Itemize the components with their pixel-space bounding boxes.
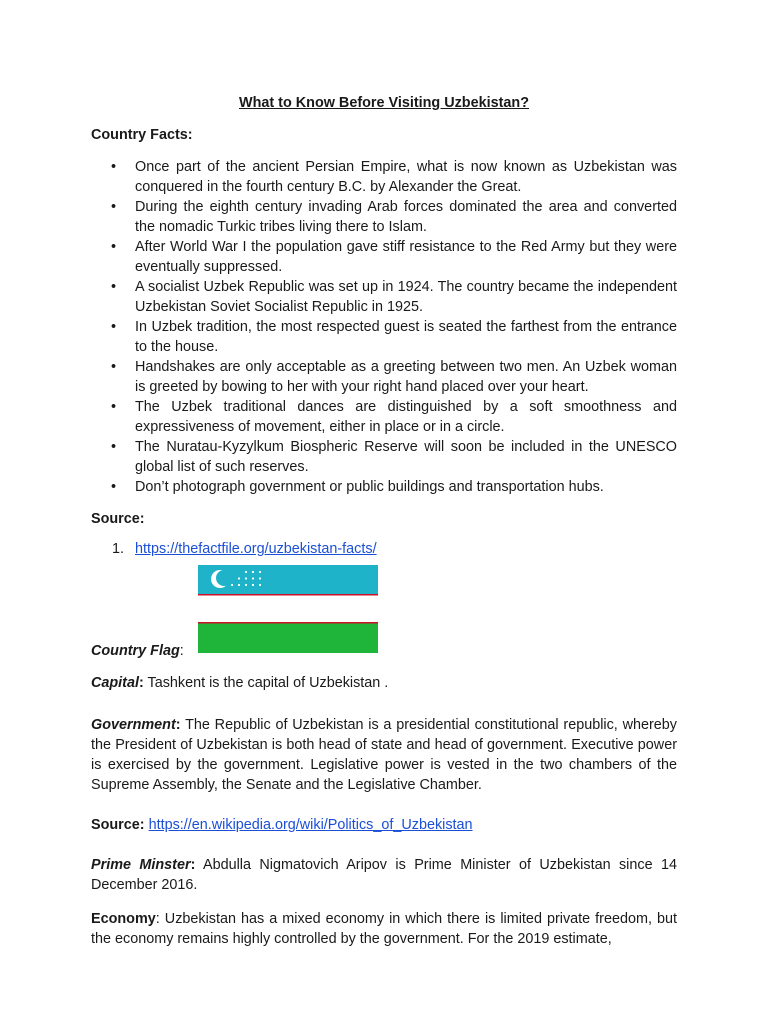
- government-paragraph: Government: The Republic of Uzbekistan is a presidential constitutional republic, whereby the President of Uzbekistan is both head of state and head of government. Executive power is exercised by the government. Legislative power is vested in the two chambers of the Supreme Assembly, the Senate and the Legislative Chamber.: [91, 717, 677, 793]
- flag-row: [91, 565, 677, 659]
- flag-green-stripe: [198, 624, 378, 654]
- list-item: • During the eighth century invading Arab forces dominated the area and converted the nomadic Turkic tribes living there to Islam.: [91, 197, 677, 237]
- list-item: • After World War I the population gave stiff resistance to the Red Army but they were eventually suppressed.: [91, 237, 677, 277]
- uzbekistan-flag-image: [198, 565, 378, 653]
- facts-list: [91, 157, 677, 497]
- government-source: Source: https://en.wikipedia.org/wiki/Politics_of_Uzbekistan: [91, 817, 473, 833]
- list-item: • Once part of the ancient Persian Empire, what is now known as Uzbekistan was conquered in the fourth century B.C. by Alexander the Great.: [91, 157, 677, 197]
- list-item: • In Uzbek tradition, the most respected guest is seated the farthest from the entrance to the house.: [91, 317, 677, 357]
- list-item: • Don’t photograph government or public buildings and transportation hubs.: [91, 477, 677, 497]
- source-heading: Source:: [91, 511, 145, 527]
- wikipedia-link[interactable]: https://en.wikipedia.org/wiki/Politics_of_Uzbekistan: [148, 817, 473, 833]
- flag-label: Country Flag:: [91, 643, 184, 659]
- list-item: • The Nuratau-Kyzylkum Biospheric Reserve will soon be included in the UNESCO global list of such reserves.: [91, 437, 677, 477]
- list-item: • The Uzbek traditional dances are distinguished by a soft smoothness and expressiveness of movement, either in place or in a circle.: [91, 397, 677, 437]
- list-item: • Handshakes are only acceptable as a greeting between two men. An Uzbek woman is greeted by bowing to her with your right hand placed over your heart.: [91, 357, 677, 397]
- list-item: • A socialist Uzbek Republic was set up in 1924. The country became the independent Uzbekistan Soviet Socialist Republic in 1925.: [91, 277, 677, 317]
- page-title: What to Know Before Visiting Uzbekistan?: [239, 95, 529, 111]
- source-link[interactable]: https://thefactfile.org/uzbekistan-facts/: [135, 541, 377, 557]
- source-list: [91, 539, 677, 559]
- economy-paragraph: Economy: Uzbekistan has a mixed economy in which there is limited private freedom, but the economy remains highly controlled by the government. For the 2019 estimate,: [91, 911, 677, 947]
- capital-paragraph: Capital: Tashkent is the capital of Uzbekistan .: [91, 675, 389, 691]
- source-item: [91, 539, 677, 559]
- flag-white-stripe: [198, 596, 378, 623]
- flag-red-line-bottom: [198, 622, 378, 624]
- prime-minister-paragraph: Prime Minster: Abdulla Nigmatovich Aripov is Prime Minister of Uzbekistan since 14 December 2016.: [91, 857, 677, 893]
- facts-heading: Country Facts:: [91, 127, 193, 143]
- crescent-inner: [216, 570, 232, 586]
- flag-red-line-top: [198, 594, 378, 596]
- document-page: [91, 93, 677, 963]
- source-number: 1.: [112, 541, 125, 557]
